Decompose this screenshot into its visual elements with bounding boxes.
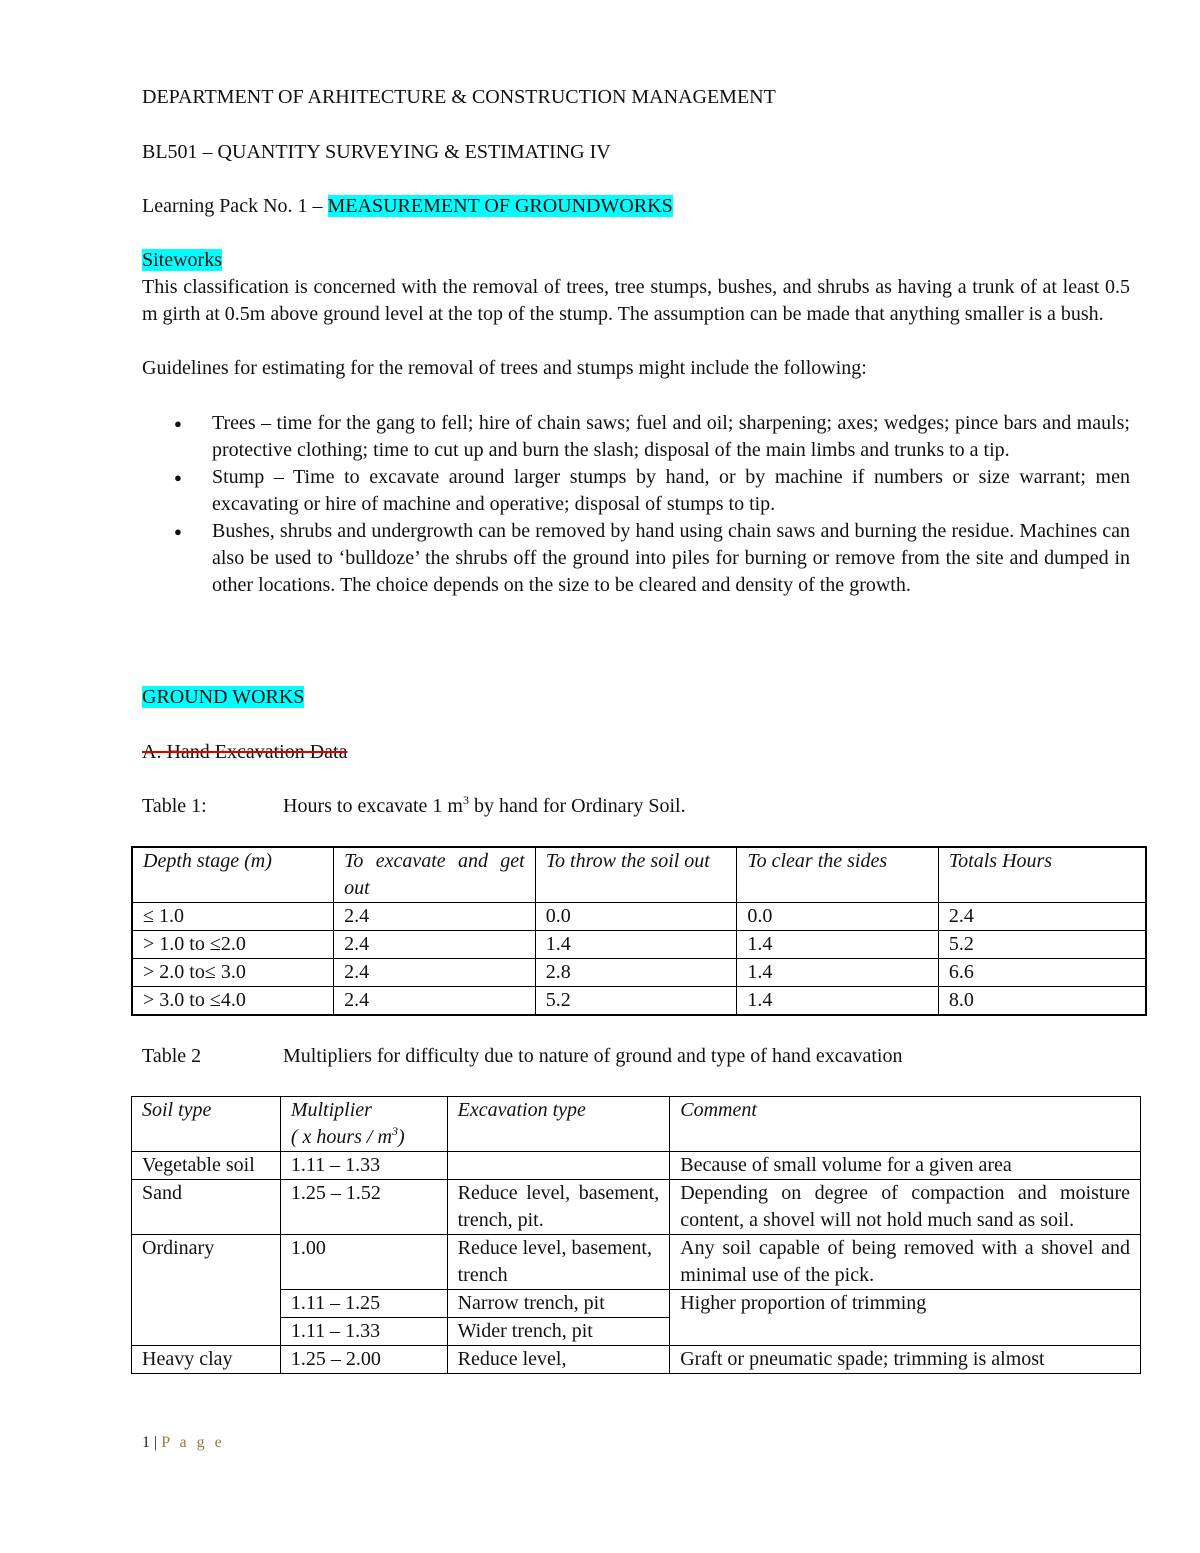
table-cell: ≤ 1.0: [132, 903, 334, 931]
table-cell: 1.4: [737, 931, 939, 959]
table-cell: Ordinary: [132, 1235, 281, 1346]
table-row: [132, 1346, 1141, 1374]
department-heading: DEPARTMENT OF ARHITECTURE & CONSTRUCTION MANAGEMENT: [142, 86, 776, 108]
table-cell: 1.4: [737, 959, 939, 987]
table-cell: 1.25 – 2.00: [280, 1346, 447, 1374]
table-cell: Higher proportion of trimming: [670, 1290, 1141, 1346]
table-cell: Reduce level, basement, trench: [447, 1235, 670, 1290]
table-cell: Sand: [132, 1180, 281, 1235]
table-cell: 5.2: [938, 931, 1146, 959]
table-cell: 5.2: [535, 987, 737, 1016]
table-cell: Because of small volume for a given area: [670, 1152, 1141, 1180]
course-title: BL501 – QUANTITY SURVEYING & ESTIMATING IV: [142, 141, 611, 163]
table-cell: Any soil capable of being removed with a shovel and minimal use of the pick.: [670, 1235, 1141, 1290]
table-row: [132, 1180, 1141, 1235]
page-footer: [142, 1434, 225, 1452]
table-cell: 2.4: [334, 903, 536, 931]
table-header-row: [132, 847, 1146, 903]
table1: [131, 846, 1147, 1016]
table-cell: 0.0: [737, 903, 939, 931]
table-cell: 2.8: [535, 959, 737, 987]
table-cell: 1.11 – 1.33: [280, 1318, 447, 1346]
table-cell: 0.0: [535, 903, 737, 931]
table2-label: Table 2: [142, 1045, 202, 1067]
table2: [131, 1096, 1141, 1374]
table-header-cell: Totals Hours: [938, 847, 1146, 903]
learning-pack-line: [142, 193, 1130, 220]
table-cell: 1.00: [280, 1235, 447, 1290]
siteworks-paragraph: This classification is concerned with the removal of trees, tree stumps, bushes, and shrubs as having a trunk of at least 0.5 m girth at 0.5m above ground level at the top of the stump. The assumption can be made that anything smaller is a bush.: [142, 276, 1130, 325]
multiplier-header-line2: ( x hours / m: [290, 1126, 392, 1148]
table-header-cell: Comment: [670, 1097, 1141, 1152]
table2-caption: [142, 1043, 1130, 1070]
table-cell: 1.4: [737, 987, 939, 1016]
table-cell: Wider trench, pit: [447, 1318, 670, 1346]
list-item: ● Trees – time for the gang to fell; hire of chain saws; fuel and oil; sharpening; axes; wedges; pince bars and mauls; protective clothing; time to cut up and burn the slash; disposal of the main limbs and trunks to a tip.: [212, 410, 1130, 464]
table-cell: > 1.0 to ≤2.0: [132, 931, 334, 959]
page-label: P a g e: [161, 1434, 225, 1451]
ground-works-heading-text: GROUND WORKS: [142, 686, 305, 708]
table-row: [132, 987, 1146, 1016]
page-number: 1 |: [142, 1434, 162, 1451]
table-row: [132, 903, 1146, 931]
table1-caption-suffix: by hand for Ordinary Soil.: [468, 795, 686, 817]
table-cell: 1.25 – 1.52: [280, 1180, 447, 1235]
table-cell: Depending on degree of compaction and moisture content, a shovel will not hold much sand as soil.: [670, 1180, 1141, 1235]
table-header-cell: To throw the soil out: [535, 847, 737, 903]
table-cell: 1.11 – 1.25: [280, 1290, 447, 1318]
table1-caption: [142, 793, 1130, 820]
table-header-cell: Soil type: [132, 1097, 281, 1152]
table-cell: 2.4: [334, 987, 536, 1016]
table-row: [132, 1290, 1141, 1318]
table-cell: 2.4: [334, 931, 536, 959]
table2-caption-text: Multipliers for difficulty due to nature of ground and type of hand excavation: [283, 1045, 903, 1067]
guidelines-list: [142, 410, 1130, 599]
table1-caption-superscript: 3: [462, 793, 469, 807]
table-cell: 1.11 – 1.33: [280, 1152, 447, 1180]
table1-caption-text: Hours to excavate 1 m: [283, 795, 463, 817]
multiplier-header-close: ): [397, 1126, 405, 1148]
table-header-cell: [280, 1097, 447, 1152]
table-cell: 2.4: [334, 959, 536, 987]
table-row: [132, 1152, 1141, 1180]
hand-excavation-subheading-text: A. Hand Excavation Data: [142, 741, 348, 763]
table-cell: > 2.0 to≤ 3.0: [132, 959, 334, 987]
table-cell: Graft or pneumatic spade; trimming is almost: [670, 1346, 1141, 1374]
siteworks-heading: [142, 247, 1130, 274]
table1-label: Table 1:: [142, 795, 207, 817]
table-cell: Reduce level, basement, trench, pit.: [447, 1180, 670, 1235]
table-cell: 8.0: [938, 987, 1146, 1016]
hand-excavation-subheading: [142, 739, 1130, 766]
table-cell: [447, 1152, 670, 1180]
table-cell: 1.4: [535, 931, 737, 959]
table-header-row: [132, 1097, 1141, 1152]
table-row: [132, 931, 1146, 959]
list-item: ● Bushes, shrubs and undergrowth can be removed by hand using chain saws and burning the residue. Machines can also be used to ‘bulldoze’ the shrubs off the ground into piles for burning or remove from the site and dumped in other locations. The choice depends on the size to be cleared and density of the growth.: [212, 518, 1130, 599]
table-cell: Vegetable soil: [132, 1152, 281, 1180]
table-row: [132, 959, 1146, 987]
table-header-cell: To clear the sides: [737, 847, 939, 903]
table-cell: Reduce level,: [447, 1346, 670, 1374]
table-row: [132, 1235, 1141, 1290]
table-header-cell: Depth stage (m): [132, 847, 334, 903]
table-cell: > 3.0 to ≤4.0: [132, 987, 334, 1016]
table-cell: Narrow trench, pit: [447, 1290, 670, 1318]
list-item: ● Stump – Time to excavate around larger stumps by hand, or by machine if numbers or size warrant; men excavating or hire of machine and operative; disposal of stumps to tip.: [212, 464, 1130, 518]
multiplier-header-superscript: 3: [391, 1124, 398, 1138]
multiplier-header-line1: Multiplier: [290, 1099, 372, 1121]
table-header-cell: To excavate and get out: [334, 847, 536, 903]
table-cell: Heavy clay: [132, 1346, 281, 1374]
ground-works-heading: [142, 684, 1130, 711]
guidelines-paragraph: Guidelines for estimating for the removal of trees and stumps might include the following:: [142, 357, 867, 379]
table-cell: 2.4: [938, 903, 1146, 931]
learning-pack-title: MEASUREMENT OF GROUNDWORKS: [327, 195, 673, 217]
table-header-cell: Excavation type: [447, 1097, 670, 1152]
learning-pack-prefix: Learning Pack No. 1 –: [142, 195, 328, 217]
table-cell: 6.6: [938, 959, 1146, 987]
siteworks-heading-text: Siteworks: [142, 249, 222, 271]
